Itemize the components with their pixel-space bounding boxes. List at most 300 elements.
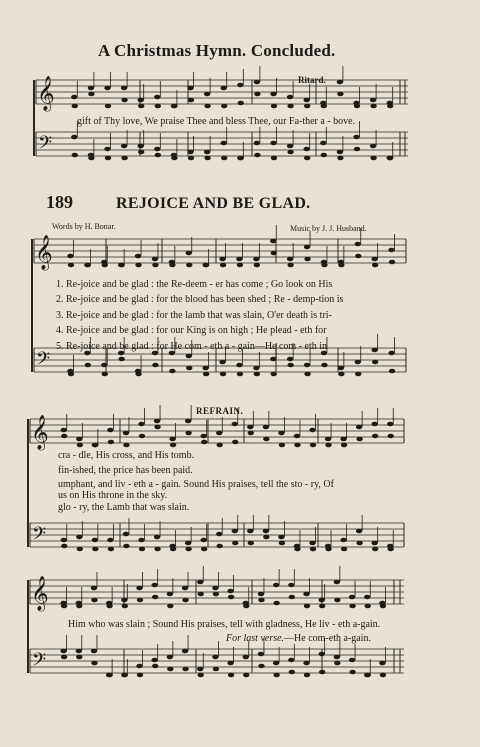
note-s3-treble [201, 440, 207, 445]
note-s2-bass [271, 372, 277, 377]
note-s1-bass [320, 141, 326, 146]
note-s1-treble [138, 104, 144, 109]
note-s3-treble [138, 422, 144, 427]
note-s3-treble [263, 437, 269, 442]
note-s2-bass [254, 372, 260, 377]
note-s1-bass [254, 141, 260, 146]
note-s4-bass [227, 661, 233, 666]
note-s3-bass [92, 547, 98, 552]
note-s4-treble [121, 598, 127, 603]
note-s3-bass [278, 535, 284, 540]
note-s2-treble [271, 251, 277, 256]
note-s4-bass [167, 667, 173, 672]
note-s4-treble [334, 580, 340, 585]
note-s3-bass [154, 547, 160, 552]
note-s2-bass [118, 357, 124, 362]
note-s2-treble [287, 263, 293, 268]
note-s4-bass [289, 670, 295, 675]
note-s4-bass [318, 652, 324, 657]
note-s2-bass [135, 372, 141, 377]
note-s4-bass [151, 658, 157, 663]
note-s2-treble [389, 260, 395, 265]
note-s3-treble [232, 440, 238, 445]
treble-clef-icon: 𝄞 [37, 76, 55, 111]
note-s1-bass [121, 156, 127, 161]
note-s1-bass [71, 135, 77, 140]
note-s2-treble [287, 257, 293, 262]
note-s4-bass [137, 673, 143, 678]
note-s1-bass [154, 147, 160, 152]
note-s3-bass [294, 547, 300, 552]
note-s4-treble [258, 598, 264, 603]
note-s3-treble [294, 434, 300, 439]
note-s4-treble [197, 580, 203, 585]
note-s4-bass [334, 655, 340, 660]
note-s4-treble [334, 598, 340, 603]
note-s1-treble [254, 92, 260, 97]
system1-lyric: gift of Thy love, We praise Thee and bless Thee, our Fa-ther a - bove. [77, 116, 356, 127]
note-s2-bass [68, 372, 74, 377]
note-s4-bass [198, 673, 204, 678]
note-s3-bass [77, 547, 83, 552]
note-s3-bass [138, 538, 144, 543]
note-s4-treble [91, 586, 97, 591]
note-s4-treble [76, 604, 82, 609]
note-s2-treble [321, 263, 327, 268]
note-s1-bass [171, 156, 177, 161]
note-s2-treble [135, 263, 141, 268]
note-s3-treble [108, 440, 114, 445]
note-s4-treble [273, 601, 279, 606]
note-s1-bass [138, 144, 144, 149]
note-s4-bass [288, 658, 294, 663]
note-s3-bass [108, 547, 114, 552]
note-s3-bass [154, 535, 160, 540]
note-s2-treble [254, 263, 260, 268]
note-s2-bass [371, 348, 377, 353]
note-s1-treble [88, 92, 94, 97]
note-s1-bass [270, 141, 276, 146]
note-s1-treble [387, 104, 393, 109]
note-s4-bass [379, 661, 385, 666]
note-s3-bass [372, 547, 378, 552]
note-s1-bass [155, 153, 161, 158]
note-s2-bass [321, 363, 327, 368]
note-s1-treble [72, 104, 78, 109]
last-verse-label: For last verse. [226, 633, 285, 644]
verse-2: 2. Re-joice and be glad : for the blood has been shed ; Re - demp-tion is [56, 294, 344, 305]
bass-clef-icon: 𝄢 [36, 349, 51, 374]
music-by: Music by J. J. Husband. [290, 224, 367, 233]
note-s3-treble [216, 431, 222, 436]
note-s1-bass [88, 156, 94, 161]
note-s3-treble [123, 431, 129, 436]
note-s3-treble [356, 425, 362, 430]
note-s1-treble [238, 101, 244, 106]
note-s3-treble [278, 431, 284, 436]
note-s3-bass [388, 547, 394, 552]
note-s3-treble [356, 437, 362, 442]
note-s4-bass [152, 664, 158, 669]
note-s2-bass [388, 351, 394, 356]
note-s3-bass [310, 547, 316, 552]
note-s3-treble [217, 443, 223, 448]
note-s1-treble [221, 104, 227, 109]
note-s3-treble [325, 437, 331, 442]
ritard-marking: Ritard. [298, 75, 326, 85]
note-s3-bass [232, 529, 238, 534]
note-s1-bass [321, 153, 327, 158]
note-s3-bass [76, 535, 82, 540]
note-s4-treble [152, 595, 158, 600]
note-s1-bass [287, 150, 293, 155]
note-s2-treble [237, 263, 243, 268]
note-s1-treble [370, 104, 376, 109]
note-s4-bass [349, 658, 355, 663]
note-s3-bass [356, 529, 362, 534]
note-s3-treble [325, 443, 331, 448]
refrain-label: REFRAIN. [196, 406, 244, 416]
note-s3-bass [279, 541, 285, 546]
note-s4-bass [197, 667, 203, 672]
note-s1-treble [304, 98, 310, 103]
note-s2-treble [186, 263, 192, 268]
note-s4-treble [212, 586, 218, 591]
note-s3-treble [154, 419, 160, 424]
note-s4-bass [380, 673, 386, 678]
note-s1-treble [337, 80, 343, 85]
note-s4-treble [319, 604, 325, 609]
refrain-line-4: us on His throne in the sky. [58, 490, 168, 501]
note-s3-bass [61, 544, 67, 549]
note-s4-bass [91, 649, 97, 654]
note-s1-treble [321, 104, 327, 109]
note-s3-bass [263, 535, 269, 540]
note-s4-treble [91, 598, 97, 603]
note-s1-bass [304, 156, 310, 161]
note-s4-treble [364, 595, 370, 600]
note-s3-treble [123, 443, 129, 448]
note-s1-treble [221, 86, 227, 91]
note-s1-treble [354, 104, 360, 109]
note-s4-treble [289, 595, 295, 600]
note-s3-treble [107, 428, 113, 433]
note-s2-bass [389, 369, 395, 374]
note-s2-bass [338, 366, 344, 371]
note-s3-bass [263, 529, 269, 534]
note-s4-bass [60, 649, 66, 654]
note-s2-bass [253, 366, 259, 371]
note-s1-treble [271, 104, 277, 109]
note-s2-bass [101, 363, 107, 368]
note-s3-treble [387, 422, 393, 427]
note-s2-bass [372, 360, 378, 365]
note-s1-bass [354, 147, 360, 152]
note-s3-treble [76, 437, 82, 442]
note-s1-bass [104, 147, 110, 152]
note-s1-treble [337, 92, 343, 97]
note-s2-bass [203, 372, 209, 377]
note-s1-bass [353, 135, 359, 140]
note-s4-treble [182, 586, 188, 591]
note-s2-bass [270, 357, 276, 362]
note-s3-bass [139, 547, 145, 552]
note-s3-treble [200, 434, 206, 439]
note-s4-bass [319, 670, 325, 675]
note-s3-bass [371, 541, 377, 546]
note-s2-bass [355, 372, 361, 377]
words-by: Words by H. Bonar. [52, 222, 116, 231]
note-s1-treble [270, 92, 276, 97]
note-s2-treble [236, 257, 242, 262]
treble-clef-icon: 𝄞 [31, 415, 49, 450]
note-s3-bass [92, 538, 98, 543]
note-s2-bass [219, 360, 225, 365]
note-s3-treble [247, 425, 253, 430]
note-s3-treble [185, 419, 191, 424]
verse-4: 4. Re-joice and be glad : for our King is on high ; He plead - eth for [56, 325, 327, 336]
note-s4-treble [122, 604, 128, 609]
note-s3-treble [248, 431, 254, 436]
note-s2-bass [220, 372, 226, 377]
note-s2-treble [220, 263, 226, 268]
note-s3-treble [371, 422, 377, 427]
note-s4-bass [304, 673, 310, 678]
note-s1-bass [221, 156, 227, 161]
note-s1-treble [88, 86, 94, 91]
note-s2-treble [67, 254, 73, 259]
note-s1-bass [188, 156, 194, 161]
note-s2-treble [152, 257, 158, 262]
note-s1-bass [370, 156, 376, 161]
note-s4-bass [228, 673, 234, 678]
note-s4-bass [182, 667, 188, 672]
bass-clef-icon: 𝄢 [32, 650, 47, 675]
note-s3-treble [309, 428, 315, 433]
note-s4-treble [365, 604, 371, 609]
note-s3-bass [356, 541, 362, 546]
verse-3: 3. Re-joice and be glad : for the lamb that was slain, O'er death is tri- [56, 310, 332, 321]
note-s4-treble [273, 583, 279, 588]
note-s3-treble [372, 434, 378, 439]
note-s1-bass [72, 153, 78, 158]
note-s2-treble [135, 254, 141, 259]
note-s1-bass [370, 144, 376, 149]
note-s4-treble [61, 604, 67, 609]
note-s2-treble [372, 263, 378, 268]
note-s2-bass [186, 366, 192, 371]
note-s2-bass [355, 360, 361, 365]
note-s2-bass [237, 372, 243, 377]
note-s3-bass [232, 541, 238, 546]
note-s4-treble [167, 604, 173, 609]
refrain-line-5: glo - ry, the Lamb that was slain. [58, 502, 190, 513]
note-s2-bass [102, 372, 108, 377]
treble-clef-icon: 𝄞 [35, 235, 53, 270]
note-s4-bass [349, 670, 355, 675]
note-s4-bass [91, 661, 97, 666]
note-s3-treble [279, 443, 285, 448]
note-s2-treble [169, 263, 175, 268]
note-s2-treble [68, 263, 74, 268]
note-s2-bass [338, 372, 344, 377]
note-s1-treble [204, 104, 210, 109]
note-s3-treble [294, 443, 300, 448]
note-s3-treble [77, 443, 83, 448]
note-s2-treble [371, 257, 377, 262]
note-s2-treble [186, 251, 192, 256]
note-s1-treble [187, 86, 193, 91]
note-s1-treble [154, 95, 160, 100]
note-s4-treble [318, 598, 324, 603]
note-s4-treble [243, 604, 249, 609]
bass-clef-icon: 𝄢 [32, 524, 47, 549]
note-s4-treble [349, 595, 355, 600]
note-s2-bass [304, 363, 310, 368]
note-s4-treble [167, 592, 173, 597]
note-s3-bass [201, 547, 207, 552]
note-s1-treble [287, 104, 293, 109]
note-s1-treble [370, 98, 376, 103]
refrain-line-2: fin-ished, the price has been paid. [58, 465, 193, 476]
verse-5: 5. Re-joice and be glad : for He com - eth a - gain—He com - eth in [56, 341, 328, 352]
note-s3-bass [123, 532, 129, 537]
note-s3-bass [216, 532, 222, 537]
note-s4-treble [106, 604, 112, 609]
note-s4-treble [136, 586, 142, 591]
note-s4-bass [273, 673, 279, 678]
note-s4-bass [136, 664, 142, 669]
note-s2-bass [85, 363, 91, 368]
note-s4-bass [273, 661, 279, 666]
note-s2-bass [152, 363, 158, 368]
note-s2-treble [304, 257, 310, 262]
note-s2-bass [186, 354, 192, 359]
note-s4-bass [213, 667, 219, 672]
note-s1-treble [237, 83, 243, 88]
note-s2-treble [388, 248, 394, 253]
note-s1-bass [138, 150, 144, 155]
note-s3-bass [170, 547, 176, 552]
refrain-line-3: umphant, and liv - eth a - gain. Sound His praises, tell the sto - ry, Of [58, 479, 334, 490]
note-s4-bass [258, 664, 264, 669]
last-verse-text: —He com-eth a-gain. [284, 633, 371, 644]
note-s2-treble [355, 254, 361, 259]
note-s2-treble [338, 263, 344, 268]
note-s1-treble [71, 95, 77, 100]
note-s4-bass [212, 655, 218, 660]
note-s2-bass [169, 369, 175, 374]
note-s1-bass [121, 144, 127, 149]
note-s1-bass [105, 156, 111, 161]
note-s3-bass [107, 538, 113, 543]
note-s3-bass [340, 538, 346, 543]
note-s4-treble [227, 589, 233, 594]
note-s4-treble [380, 604, 386, 609]
note-s3-bass [341, 547, 347, 552]
note-s3-bass [217, 544, 223, 549]
note-s1-bass [254, 153, 260, 158]
note-s2-treble [304, 245, 310, 250]
note-s1-bass [287, 144, 293, 149]
note-s3-bass [185, 547, 191, 552]
note-s3-treble [170, 443, 176, 448]
note-s4-bass [334, 661, 340, 666]
note-s3-treble [263, 425, 269, 430]
note-s3-treble [232, 422, 238, 427]
note-s4-bass [61, 655, 67, 660]
note-s1-treble [287, 95, 293, 100]
note-s3-bass [248, 541, 254, 546]
note-s1-treble [121, 86, 127, 91]
note-s4-bass [182, 649, 188, 654]
note-s3-treble [169, 437, 175, 442]
note-s4-bass [243, 673, 249, 678]
note-s3-bass [325, 547, 331, 552]
note-s3-bass [123, 544, 129, 549]
note-s1-bass [187, 150, 193, 155]
note-s4-treble [303, 592, 309, 597]
concluded-title: A Christmas Hymn. Concluded. [98, 41, 336, 60]
note-s4-bass [303, 661, 309, 666]
note-s4-treble [349, 604, 355, 609]
note-s4-treble [213, 592, 219, 597]
hymn-title: REJOICE AND BE GLAD. [116, 195, 311, 212]
note-s4-bass [76, 655, 82, 660]
note-s4-treble [288, 583, 294, 588]
final-lyric: Him who was slain ; Sound His praises, tell with gladness, He liv - eth a-gain. [68, 619, 381, 630]
note-s2-bass [202, 366, 208, 371]
note-s3-treble [139, 434, 145, 439]
note-s2-bass [236, 363, 242, 368]
note-s3-bass [185, 541, 191, 546]
note-s3-treble [185, 431, 191, 436]
note-s2-treble [253, 257, 259, 262]
note-s3-treble [61, 434, 67, 439]
note-s3-treble [340, 437, 346, 442]
note-s1-bass [204, 150, 210, 155]
note-s1-bass [337, 150, 343, 155]
note-s2-treble [102, 263, 108, 268]
last-verse-line [226, 634, 371, 644]
note-s4-treble [137, 598, 143, 603]
note-s1-bass [337, 156, 343, 161]
note-s2-treble [355, 242, 361, 247]
note-s3-bass [61, 538, 67, 543]
note-s1-treble [204, 92, 210, 97]
note-s1-treble [105, 104, 111, 109]
note-s3-bass [200, 538, 206, 543]
note-s3-treble [61, 428, 67, 433]
note-s1-treble [304, 104, 310, 109]
note-s4-bass [76, 649, 82, 654]
note-s4-bass [167, 655, 173, 660]
note-s3-treble [310, 443, 316, 448]
note-s2-bass [304, 372, 310, 377]
note-s1-treble [254, 80, 260, 85]
note-s1-treble [138, 98, 144, 103]
note-s4-treble [304, 604, 310, 609]
note-s1-treble [104, 86, 110, 91]
note-s4-bass [243, 655, 249, 660]
note-s2-treble [219, 257, 225, 262]
note-s1-bass [271, 156, 277, 161]
note-s4-treble [198, 592, 204, 597]
note-s4-treble [182, 598, 188, 603]
note-s1-bass [221, 141, 227, 146]
treble-clef-icon: 𝄞 [31, 576, 49, 611]
refrain-line-1: cra - dle, His cross, and His tomb. [58, 450, 195, 461]
